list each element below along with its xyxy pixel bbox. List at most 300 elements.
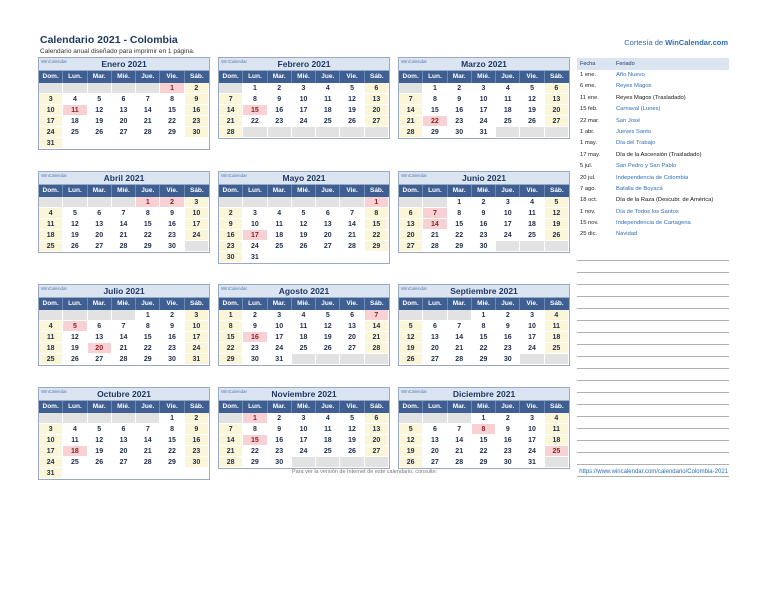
day-cell: 4 bbox=[39, 208, 63, 219]
weekday-label: Dom. bbox=[39, 185, 63, 197]
month-calendar bbox=[398, 171, 570, 253]
month-header bbox=[219, 172, 389, 185]
day-cell: 13 bbox=[340, 321, 364, 332]
holiday-name[interactable]: San Pedro y San Pablo bbox=[616, 163, 677, 170]
month-name: Abril 2021 bbox=[103, 173, 145, 183]
day-cell: 15 bbox=[160, 105, 184, 116]
weekday-label: Lun. bbox=[63, 298, 87, 310]
day-cell: 21 bbox=[112, 230, 136, 241]
holiday-date: 7 ago. bbox=[580, 185, 597, 192]
weekday-label: Sáb. bbox=[549, 403, 564, 410]
day-cell: 25 bbox=[545, 343, 569, 354]
weekday-label: Mar. bbox=[88, 298, 112, 310]
empty-cell bbox=[365, 252, 389, 263]
day-cell: 25 bbox=[39, 354, 63, 365]
day-cell: 22 bbox=[423, 116, 447, 127]
day-cell: 14 bbox=[365, 321, 389, 332]
holiday-name[interactable]: Batalla de Boyacá bbox=[616, 185, 663, 192]
holiday-date: 15 feb. bbox=[580, 106, 598, 113]
holiday-name: Día de la Raza (Descubr. de América) bbox=[616, 197, 714, 204]
empty-cell bbox=[423, 310, 447, 321]
day-cell: 28 bbox=[340, 241, 364, 252]
empty-cell bbox=[316, 354, 340, 365]
day-cell: 16 bbox=[185, 105, 209, 116]
day-cell: 17 bbox=[243, 230, 267, 241]
notes-lines bbox=[577, 249, 729, 477]
wincalendar-watermark: WinCalendar bbox=[41, 173, 68, 178]
empty-cell bbox=[520, 354, 544, 365]
day-cell: 27 bbox=[545, 116, 569, 127]
day-cell: 1 bbox=[219, 310, 243, 321]
holiday-name: Día de la Ascensión (Trasladado) bbox=[616, 151, 702, 158]
day-cell: 15 bbox=[472, 332, 496, 343]
day-grid bbox=[39, 310, 209, 365]
empty-cell bbox=[112, 197, 136, 208]
weekday-label: Vie. bbox=[340, 298, 364, 310]
day-cell: 12 bbox=[545, 208, 569, 219]
day-cell: 23 bbox=[448, 116, 472, 127]
weekday-label: Mar. bbox=[88, 401, 112, 413]
holiday-name[interactable]: Día del Trabajo bbox=[616, 140, 656, 147]
holiday-name[interactable]: Independencia de Cartagena bbox=[616, 220, 691, 227]
month-header bbox=[219, 58, 389, 71]
day-cell: 27 bbox=[340, 343, 364, 354]
day-cell: 26 bbox=[340, 116, 364, 127]
day-cell: 23 bbox=[496, 343, 520, 354]
empty-cell bbox=[448, 310, 472, 321]
wincalendar-watermark: WinCalendar bbox=[221, 389, 248, 394]
holiday-name[interactable]: Carnaval (Lunes) bbox=[616, 106, 661, 113]
weekday-label: Mar. bbox=[448, 185, 472, 197]
day-cell: 7 bbox=[423, 208, 447, 219]
empty-cell bbox=[545, 241, 569, 252]
day-cell: 15 bbox=[243, 435, 267, 446]
month-name: Diciembre 2021 bbox=[452, 389, 516, 399]
weekday-label: Mar. bbox=[448, 298, 472, 310]
day-cell: 9 bbox=[219, 219, 243, 230]
day-cell: 16 bbox=[268, 435, 292, 446]
day-cell: 23 bbox=[185, 116, 209, 127]
day-cell: 25 bbox=[39, 241, 63, 252]
wincalendar-watermark: WinCalendar bbox=[401, 286, 428, 291]
empty-cell bbox=[136, 138, 160, 149]
day-cell: 23 bbox=[268, 116, 292, 127]
courtesy-link[interactable] bbox=[624, 38, 728, 47]
day-cell: 19 bbox=[88, 446, 112, 457]
day-grid bbox=[219, 83, 389, 138]
weekday-header bbox=[219, 71, 389, 83]
empty-cell bbox=[88, 197, 112, 208]
day-cell: 13 bbox=[316, 219, 340, 230]
holiday-name[interactable]: Día de Todos los Santos bbox=[616, 208, 679, 215]
day-cell: 13 bbox=[88, 332, 112, 343]
weekday-label: Mar. bbox=[88, 71, 112, 83]
day-cell: 10 bbox=[39, 105, 63, 116]
day-cell: 6 bbox=[399, 208, 423, 219]
holiday-name[interactable]: Navidad bbox=[616, 231, 638, 238]
wincalendar-watermark: WinCalendar bbox=[221, 286, 248, 291]
empty-cell bbox=[545, 354, 569, 365]
day-cell: 3 bbox=[243, 208, 267, 219]
empty-cell bbox=[88, 83, 112, 94]
holiday-name[interactable]: Año Nuevo bbox=[616, 72, 645, 78]
day-cell: 9 bbox=[160, 208, 184, 219]
day-cell: 17 bbox=[520, 332, 544, 343]
empty-cell bbox=[292, 197, 316, 208]
day-cell: 14 bbox=[219, 435, 243, 446]
day-cell: 7 bbox=[136, 94, 160, 105]
day-cell: 8 bbox=[423, 94, 447, 105]
day-cell: 17 bbox=[185, 219, 209, 230]
empty-cell bbox=[365, 354, 389, 365]
day-cell: 21 bbox=[365, 332, 389, 343]
holiday-name[interactable]: San José bbox=[616, 117, 641, 124]
weekday-header bbox=[39, 298, 209, 310]
day-cell: 4 bbox=[316, 83, 340, 94]
day-cell: 28 bbox=[365, 343, 389, 354]
day-cell: 1 bbox=[472, 413, 496, 424]
empty-cell bbox=[399, 83, 423, 94]
day-cell: 2 bbox=[219, 208, 243, 219]
weekday-label: Vie. bbox=[520, 401, 544, 413]
month-calendar bbox=[218, 171, 390, 264]
weekday-label: Mié. bbox=[292, 71, 316, 83]
day-cell: 20 bbox=[88, 343, 112, 354]
day-cell: 22 bbox=[243, 116, 267, 127]
weekday-header bbox=[39, 185, 209, 197]
weekday-label: Mar. bbox=[268, 71, 292, 83]
holiday-name[interactable]: Independencia de Colombia bbox=[616, 174, 689, 181]
day-cell: 20 bbox=[112, 446, 136, 457]
month-header bbox=[399, 172, 569, 185]
day-cell: 27 bbox=[316, 241, 340, 252]
month-calendar bbox=[38, 57, 210, 150]
weekday-label: Dom. bbox=[219, 401, 243, 413]
day-cell: 20 bbox=[365, 105, 389, 116]
day-cell: 5 bbox=[340, 413, 364, 424]
day-cell: 13 bbox=[423, 435, 447, 446]
day-cell: 22 bbox=[160, 116, 184, 127]
day-cell: 29 bbox=[136, 354, 160, 365]
wincalendar-watermark: WinCalendar bbox=[401, 173, 428, 178]
day-cell: 14 bbox=[219, 105, 243, 116]
day-cell: 12 bbox=[88, 105, 112, 116]
day-cell: 18 bbox=[316, 435, 340, 446]
holiday-name[interactable]: Jueves Santo bbox=[616, 128, 652, 135]
empty-cell bbox=[88, 310, 112, 321]
day-cell: 14 bbox=[448, 332, 472, 343]
day-cell: 9 bbox=[268, 94, 292, 105]
day-cell: 21 bbox=[136, 116, 160, 127]
day-cell: 15 bbox=[423, 105, 447, 116]
day-cell: 9 bbox=[268, 424, 292, 435]
day-cell: 12 bbox=[399, 332, 423, 343]
day-cell: 9 bbox=[243, 321, 267, 332]
empty-cell bbox=[545, 127, 569, 138]
month-calendar bbox=[38, 284, 210, 366]
day-cell: 16 bbox=[160, 219, 184, 230]
empty-cell bbox=[219, 413, 243, 424]
month-header bbox=[399, 58, 569, 71]
weekday-label: Vie. bbox=[340, 71, 364, 83]
day-cell: 31 bbox=[39, 468, 63, 479]
weekday-label: Dom. bbox=[399, 71, 423, 83]
month-name: Noviembre 2021 bbox=[271, 389, 337, 399]
empty-cell bbox=[160, 138, 184, 149]
day-cell: 3 bbox=[185, 310, 209, 321]
weekday-label: Vie. bbox=[340, 401, 364, 413]
day-cell: 3 bbox=[292, 413, 316, 424]
day-cell: 14 bbox=[399, 105, 423, 116]
day-cell: 10 bbox=[292, 94, 316, 105]
month-calendar bbox=[398, 387, 570, 469]
note-line bbox=[577, 321, 729, 333]
empty-cell bbox=[63, 413, 87, 424]
day-cell: 28 bbox=[399, 127, 423, 138]
day-cell: 14 bbox=[136, 105, 160, 116]
day-cell: 12 bbox=[63, 219, 87, 230]
month-calendar bbox=[398, 284, 570, 366]
weekday-header bbox=[39, 401, 209, 413]
day-cell: 14 bbox=[112, 332, 136, 343]
empty-cell bbox=[340, 127, 364, 138]
empty-cell bbox=[399, 197, 423, 208]
empty-cell bbox=[399, 310, 423, 321]
day-cell: 18 bbox=[496, 105, 520, 116]
day-cell: 12 bbox=[292, 219, 316, 230]
day-cell: 8 bbox=[243, 424, 267, 435]
day-cell: 6 bbox=[545, 83, 569, 94]
day-cell: 27 bbox=[423, 457, 447, 468]
holiday-name[interactable]: Reyes Magos bbox=[616, 83, 652, 90]
day-cell: 5 bbox=[545, 197, 569, 208]
day-cell: 28 bbox=[219, 457, 243, 468]
day-cell: 17 bbox=[185, 332, 209, 343]
day-cell: 12 bbox=[63, 332, 87, 343]
day-cell: 16 bbox=[496, 332, 520, 343]
day-cell: 2 bbox=[185, 83, 209, 94]
weekday-label: Lun. bbox=[63, 185, 87, 197]
empty-cell bbox=[112, 310, 136, 321]
day-cell: 25 bbox=[496, 116, 520, 127]
day-cell: 27 bbox=[423, 354, 447, 365]
holiday-row bbox=[577, 184, 729, 195]
weekday-label: Vie. bbox=[520, 185, 544, 197]
day-cell: 19 bbox=[88, 116, 112, 127]
day-cell: 19 bbox=[63, 230, 87, 241]
day-cell: 1 bbox=[448, 197, 472, 208]
empty-cell bbox=[185, 241, 209, 252]
empty-cell bbox=[88, 413, 112, 424]
day-cell: 21 bbox=[423, 230, 447, 241]
day-cell: 26 bbox=[63, 241, 87, 252]
day-cell: 10 bbox=[292, 424, 316, 435]
day-grid bbox=[399, 197, 569, 252]
day-cell: 7 bbox=[448, 321, 472, 332]
day-cell: 6 bbox=[340, 310, 364, 321]
day-cell: 17 bbox=[472, 105, 496, 116]
day-cell: 21 bbox=[112, 343, 136, 354]
empty-cell bbox=[545, 457, 569, 468]
day-cell: 28 bbox=[448, 457, 472, 468]
day-cell: 8 bbox=[472, 424, 496, 435]
day-cell: 13 bbox=[365, 94, 389, 105]
day-cell: 25 bbox=[316, 446, 340, 457]
empty-cell bbox=[112, 413, 136, 424]
empty-cell bbox=[219, 197, 243, 208]
day-cell: 28 bbox=[112, 241, 136, 252]
weekday-label: Jue. bbox=[316, 185, 340, 197]
day-cell: 1 bbox=[243, 83, 267, 94]
empty-cell bbox=[243, 127, 267, 138]
day-cell: 19 bbox=[63, 343, 87, 354]
weekday-label: Mar. bbox=[448, 71, 472, 83]
day-cell: 27 bbox=[365, 116, 389, 127]
holiday-date: 20 jul. bbox=[580, 174, 596, 181]
day-grid bbox=[39, 413, 209, 479]
day-cell: 3 bbox=[268, 310, 292, 321]
day-cell: 23 bbox=[219, 241, 243, 252]
month-name: Julio 2021 bbox=[103, 286, 145, 296]
day-cell: 29 bbox=[472, 354, 496, 365]
day-cell: 29 bbox=[423, 127, 447, 138]
day-cell: 21 bbox=[136, 446, 160, 457]
weekday-header bbox=[39, 71, 209, 83]
day-cell: 22 bbox=[136, 343, 160, 354]
day-cell: 11 bbox=[63, 435, 87, 446]
note-line bbox=[577, 417, 729, 429]
day-cell: 2 bbox=[160, 310, 184, 321]
day-cell: 11 bbox=[496, 94, 520, 105]
day-cell: 5 bbox=[340, 83, 364, 94]
weekday-label: Mié. bbox=[112, 185, 136, 197]
day-cell: 18 bbox=[63, 446, 87, 457]
month-name: Octubre 2021 bbox=[97, 389, 151, 399]
footer-url-link[interactable]: https://www.wincalendar.com/calendario/Colombia-2021 bbox=[579, 469, 728, 475]
day-cell: 16 bbox=[219, 230, 243, 241]
day-cell: 24 bbox=[268, 343, 292, 354]
day-cell: 4 bbox=[545, 413, 569, 424]
weekday-label: Sáb. bbox=[369, 73, 384, 80]
empty-cell bbox=[292, 457, 316, 468]
month-calendar bbox=[218, 387, 390, 469]
day-cell: 29 bbox=[160, 457, 184, 468]
day-cell: 24 bbox=[39, 457, 63, 468]
day-cell: 7 bbox=[112, 208, 136, 219]
empty-cell bbox=[365, 457, 389, 468]
day-cell: 27 bbox=[399, 241, 423, 252]
weekday-label: Mar. bbox=[268, 298, 292, 310]
day-cell: 31 bbox=[39, 138, 63, 149]
day-cell: 1 bbox=[423, 83, 447, 94]
month-name: Febrero 2021 bbox=[277, 59, 331, 69]
holiday-row bbox=[577, 150, 729, 161]
day-cell: 15 bbox=[136, 219, 160, 230]
day-cell: 22 bbox=[472, 343, 496, 354]
day-cell: 6 bbox=[112, 424, 136, 435]
day-cell: 24 bbox=[292, 116, 316, 127]
day-cell: 11 bbox=[316, 94, 340, 105]
month-name: Septiembre 2021 bbox=[450, 286, 518, 296]
day-cell: 27 bbox=[112, 127, 136, 138]
day-cell: 2 bbox=[268, 413, 292, 424]
day-cell: 16 bbox=[268, 105, 292, 116]
month-header bbox=[399, 388, 569, 401]
day-cell: 8 bbox=[160, 424, 184, 435]
day-cell: 11 bbox=[292, 321, 316, 332]
empty-cell bbox=[112, 468, 136, 479]
day-cell: 30 bbox=[160, 354, 184, 365]
holiday-panel bbox=[577, 58, 729, 241]
day-cell: 4 bbox=[292, 310, 316, 321]
empty-cell bbox=[496, 127, 520, 138]
weekday-label: Jue. bbox=[136, 298, 160, 310]
holiday-row bbox=[577, 173, 729, 184]
note-line bbox=[577, 357, 729, 369]
weekday-label: Sáb. bbox=[549, 300, 564, 307]
empty-cell bbox=[268, 127, 292, 138]
note-line bbox=[577, 273, 729, 285]
day-cell: 23 bbox=[243, 343, 267, 354]
empty-cell bbox=[63, 310, 87, 321]
day-cell: 17 bbox=[39, 446, 63, 457]
day-cell: 16 bbox=[496, 435, 520, 446]
day-cell: 9 bbox=[496, 424, 520, 435]
day-cell: 21 bbox=[399, 116, 423, 127]
month-calendar bbox=[38, 387, 210, 480]
day-cell: 1 bbox=[160, 413, 184, 424]
day-cell: 6 bbox=[88, 321, 112, 332]
day-cell: 8 bbox=[365, 208, 389, 219]
day-cell: 26 bbox=[520, 116, 544, 127]
day-cell: 10 bbox=[243, 219, 267, 230]
day-cell: 13 bbox=[423, 332, 447, 343]
day-cell: 25 bbox=[63, 457, 87, 468]
day-cell: 7 bbox=[365, 310, 389, 321]
day-cell: 20 bbox=[88, 230, 112, 241]
holiday-row bbox=[577, 104, 729, 115]
day-grid bbox=[399, 83, 569, 138]
day-cell: 9 bbox=[448, 94, 472, 105]
day-cell: 6 bbox=[88, 208, 112, 219]
day-cell: 9 bbox=[496, 321, 520, 332]
day-cell: 24 bbox=[472, 116, 496, 127]
day-cell: 17 bbox=[496, 219, 520, 230]
day-cell: 24 bbox=[243, 241, 267, 252]
month-name: Junio 2021 bbox=[462, 173, 506, 183]
holiday-date: 1 may. bbox=[580, 140, 597, 147]
day-cell: 14 bbox=[340, 219, 364, 230]
note-line bbox=[577, 297, 729, 309]
day-cell: 30 bbox=[185, 127, 209, 138]
day-cell: 23 bbox=[472, 230, 496, 241]
day-cell: 20 bbox=[423, 343, 447, 354]
day-cell: 18 bbox=[63, 116, 87, 127]
day-grid bbox=[219, 310, 389, 365]
holiday-date: 6 ene. bbox=[580, 83, 597, 90]
weekday-label: Vie. bbox=[340, 185, 364, 197]
day-cell: 6 bbox=[316, 208, 340, 219]
day-cell: 28 bbox=[136, 127, 160, 138]
day-cell: 23 bbox=[268, 446, 292, 457]
empty-cell bbox=[219, 83, 243, 94]
empty-cell bbox=[423, 197, 447, 208]
day-cell: 8 bbox=[160, 94, 184, 105]
day-cell: 18 bbox=[520, 219, 544, 230]
holiday-row bbox=[577, 229, 729, 240]
month-name: Enero 2021 bbox=[101, 59, 147, 69]
holiday-date: 1 abr. bbox=[580, 128, 595, 135]
